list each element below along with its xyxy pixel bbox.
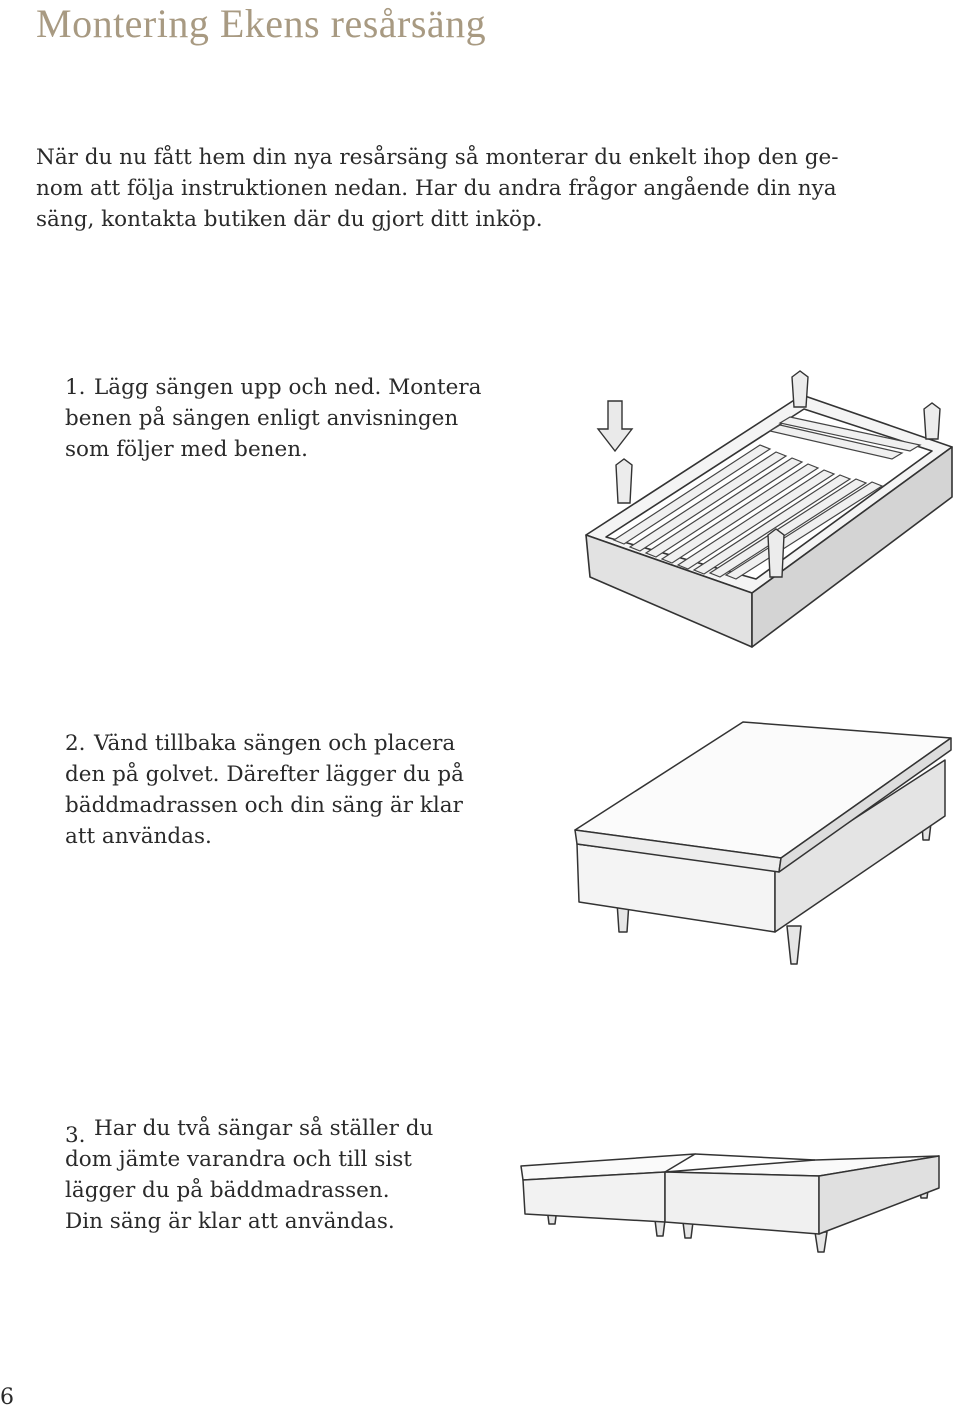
page-number: 6: [0, 1385, 14, 1410]
intro-line: När du nu fått hem din nya resårsäng så monterar du enkelt ihop den ge-: [36, 145, 839, 170]
intro-paragraph: [36, 142, 916, 235]
bed-upside-down-illustration: [580, 365, 960, 660]
page-title: Montering Ekens resårsäng: [36, 1, 487, 46]
step-number: 3.: [65, 1123, 86, 1148]
step-line: Har du två sängar så ställer du: [94, 1116, 434, 1141]
step-line: Vänd tillbaka sängen och placera: [94, 731, 456, 756]
step-line: Lägg sängen upp och ned. Montera: [94, 375, 482, 400]
step-number: 1.: [65, 375, 86, 400]
step-number: 2.: [65, 731, 86, 756]
step-line: den på golvet. Därefter lägger du på: [65, 762, 464, 787]
step-line: benen på sängen enligt anvisningen: [65, 406, 459, 431]
step-line: som följer med benen.: [65, 437, 308, 462]
step-line: lägger du på bäddmadrassen.: [65, 1178, 390, 1203]
step-line: dom jämte varandra och till sist: [65, 1147, 412, 1172]
step-line: att användas.: [65, 824, 212, 849]
intro-line: nom att följa instruktionen nedan. Har du andra frågor angående din nya: [36, 176, 837, 201]
step-line: bäddmadrassen och din säng är klar: [65, 793, 463, 818]
step-2-text: [36, 728, 464, 852]
step-line: Din säng är klar att användas.: [65, 1209, 395, 1234]
two-beds-illustration: [515, 1120, 955, 1260]
step-3-text: [36, 1113, 433, 1237]
step-1-text: [36, 372, 481, 465]
intro-line: säng, kontakta butiken där du gjort ditt inköp.: [36, 207, 543, 232]
bed-with-mattress-illustration: [565, 720, 960, 975]
